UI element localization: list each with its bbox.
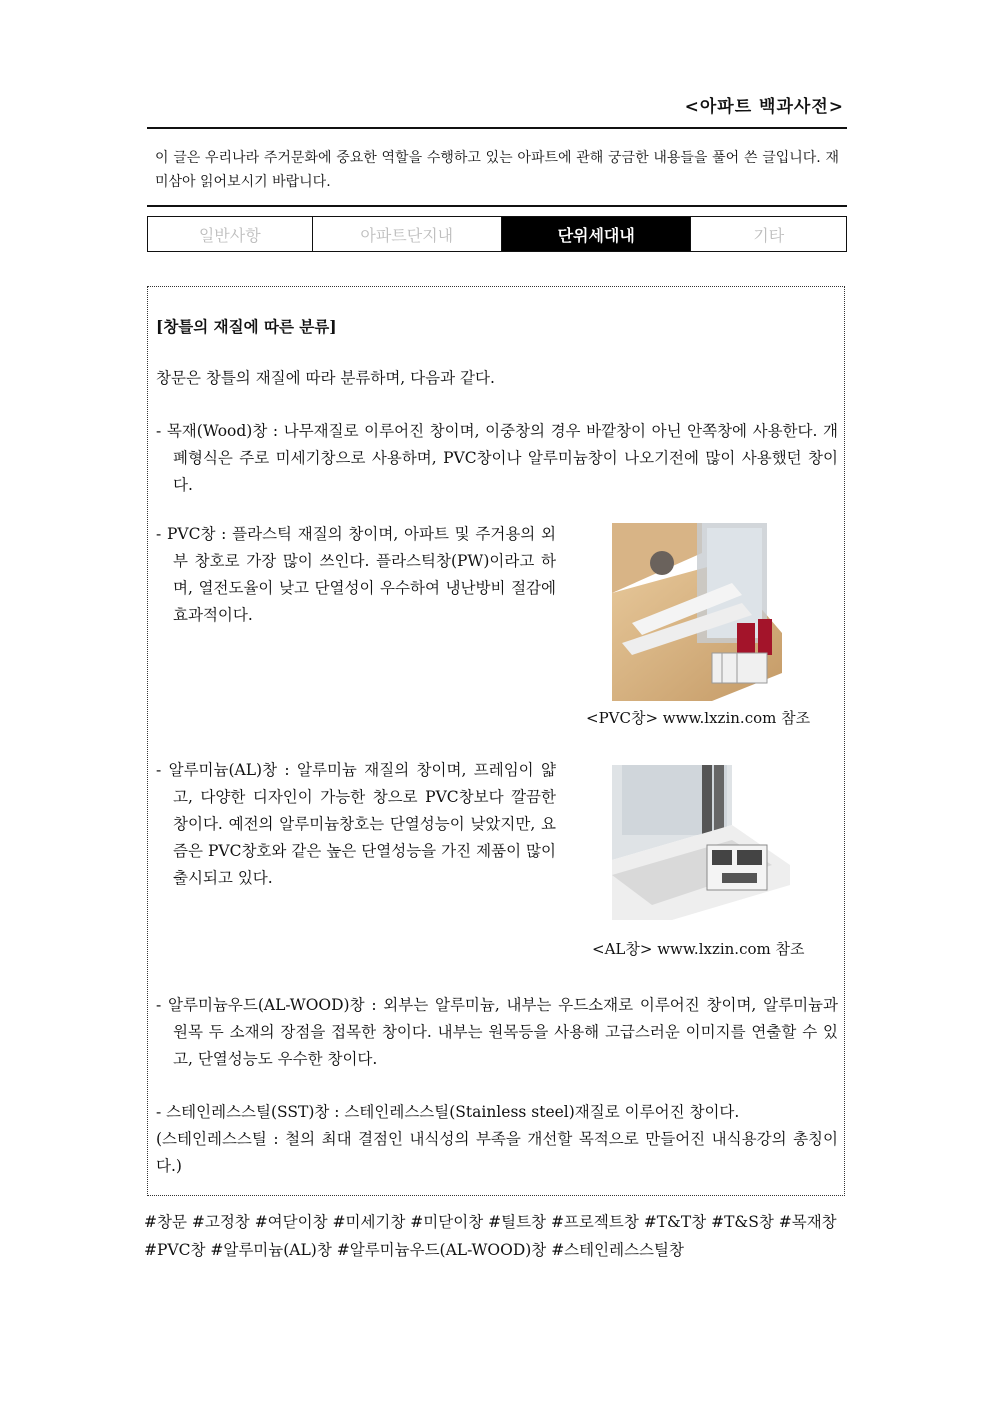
al-window-text: - 알루미늄(AL)창 : 알루미늄 재질의 창이며, 프레임이 얇고, 다양한 디자인이 가능한 창으로 PVC창보다 깔끔한 창이다. 예전의 알루미늄창호는 단열성능이 낮았지만, 요즘은 PVC창호와 같은 높은 단열성능을 가진 제품이 많이 출시되고 있다. xyxy=(156,761,556,887)
tab-complex[interactable]: 아파트단지내 xyxy=(313,217,502,251)
intro-text: 이 글은 우리나라 주거문화에 중요한 역할을 수행하고 있는 아파트에 관해 궁금한 내용들을 풀어 쓴 글입니다. 재미삼아 읽어보시기 바랍니다. xyxy=(155,150,839,190)
document-title: <아파트 백과사전> xyxy=(684,97,844,117)
content-box xyxy=(147,286,845,1196)
al-window-image xyxy=(612,765,790,920)
sst-note-text: (스테인레스스틸 : 철의 최대 결점인 내식성의 부족을 개선할 목적으로 만들어진 내식용강의 총칭이다.) xyxy=(156,1130,838,1175)
wood-window-text: - 목재(Wood)창 : 나무재질로 이루어진 창이며, 이중창의 경우 바깥창이 아닌 안쪽창에 사용한다. 개폐형식은 주로 미세기창으로 사용하며, PVC창이나 알루미늄창이 나오기전에 많이 사용했던 창이다. xyxy=(156,422,838,494)
tab-unit[interactable]: 단위세대내 xyxy=(502,217,691,251)
pvc-image-caption: <PVC창> www.lxzin.com 참조 xyxy=(586,709,811,727)
category-tabs xyxy=(147,216,847,252)
hashtags: #창문 #고정창 #여닫이창 #미세기창 #미닫이창 #틸트창 #프로젝트창 #T&T창 #T&S창 #목재창 #PVC창 #알루미늄(AL)창 #알루미늄우드(AL-WOOD)창 #스테인레스스틸창 xyxy=(144,1213,837,1259)
tab-etc[interactable]: 기타 xyxy=(753,225,785,245)
alwood-window-text: - 알루미늄우드(AL-WOOD)창 : 외부는 알루미늄, 내부는 우드소재로 이루어진 창이며, 알루미늄과 원목 두 소재의 장점을 접목한 창이다. 내부는 원목등을 사용해 고급스러운 이미지를 연출할 수 있고, 단열성능도 우수한 창이다. xyxy=(156,996,838,1068)
tab-general[interactable]: 일반사항 xyxy=(148,217,313,251)
sst-window-text: - 스테인레스스틸(SST)창 : 스테인레스스틸(Stainless steel)재질로 이루어진 창이다. xyxy=(156,1103,740,1121)
pvc-window-image xyxy=(612,523,784,701)
top-rule xyxy=(147,127,847,129)
intro-bottom-rule xyxy=(147,205,847,207)
al-image-caption: <AL창> www.lxzin.com 참조 xyxy=(592,940,805,958)
section-title: [창틀의 재질에 따른 분류] xyxy=(156,317,337,336)
pvc-window-text: - PVC창 : 플라스틱 재질의 창이며, 아파트 및 주거용의 외부 창호로 가장 많이 쓰인다. 플라스틱창(PW)이라고 하며, 열전도율이 낮고 단열성이 우수하여 냉난방비 절감에 효과적이다. xyxy=(156,525,556,624)
lead-text: 창문은 창틀의 재질에 따라 분류하며, 다음과 같다. xyxy=(156,369,495,387)
